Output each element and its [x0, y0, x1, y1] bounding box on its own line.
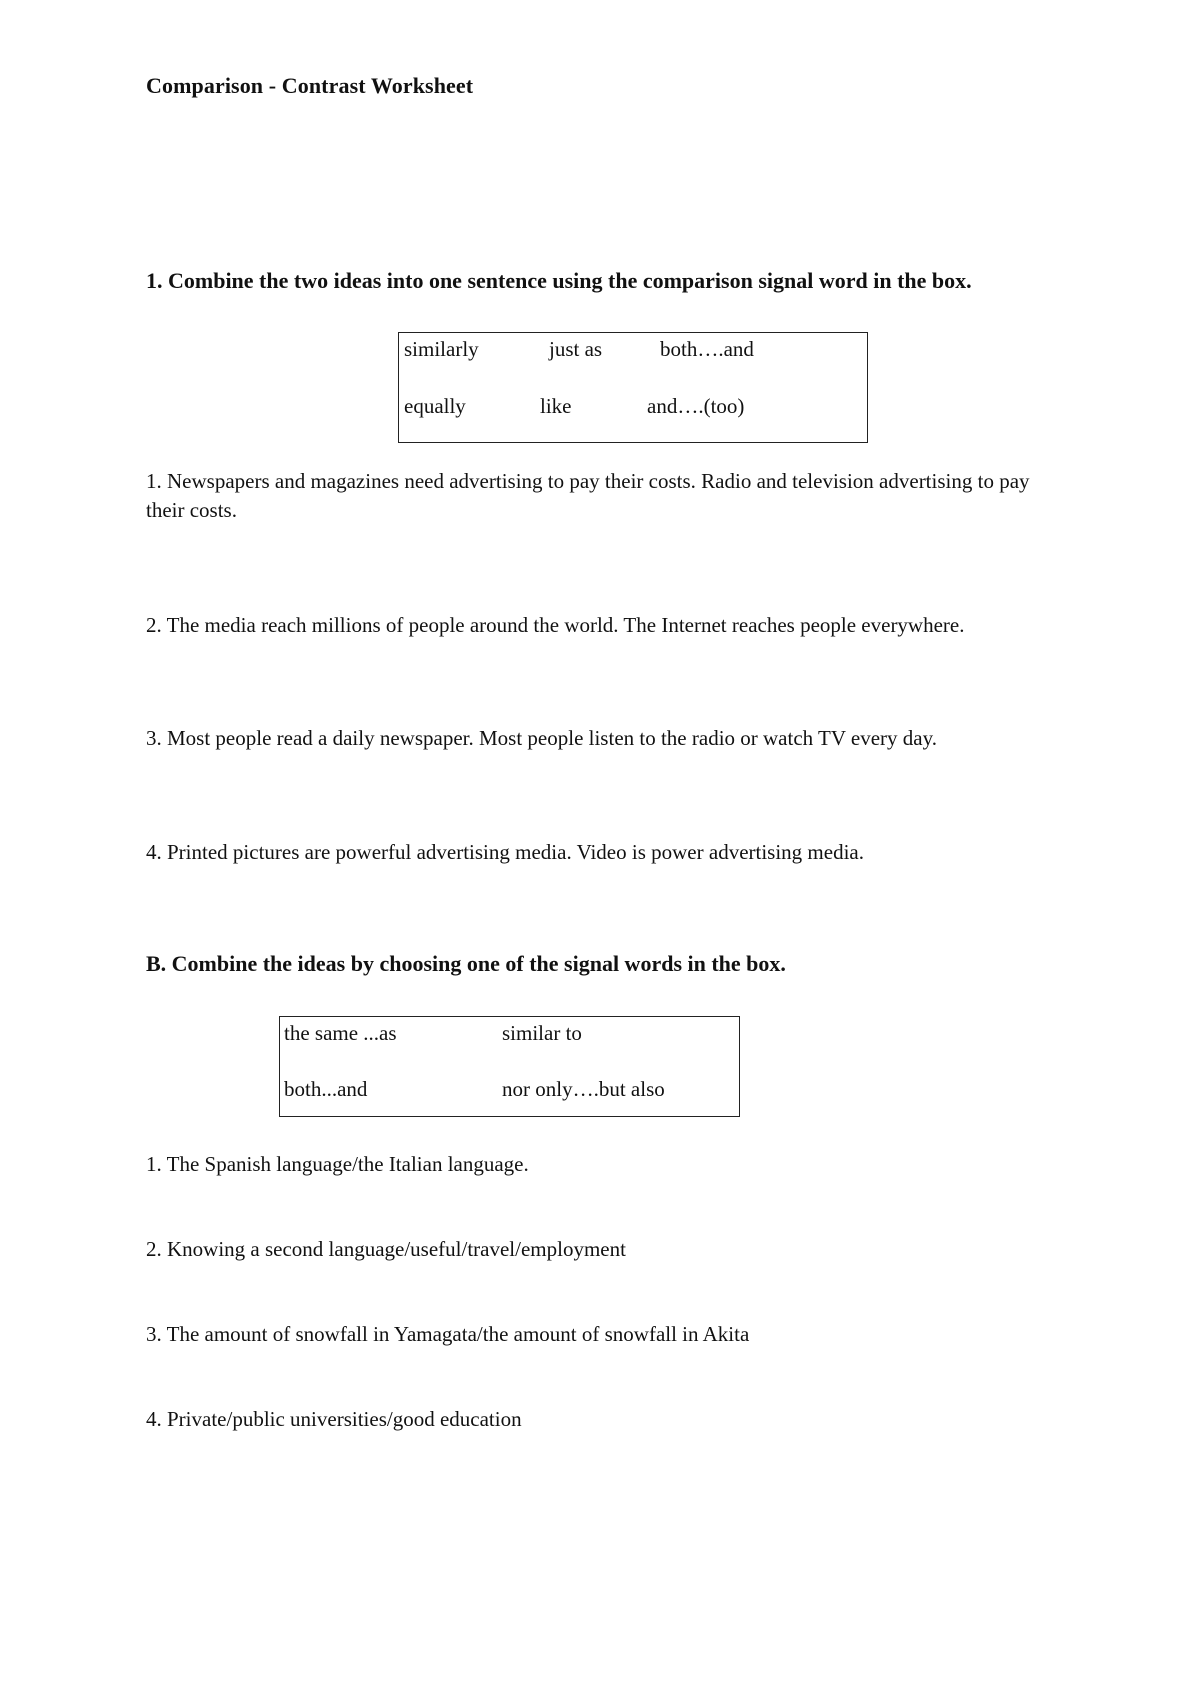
exercise-item: 1. Newspapers and magazines need advertising to pay their costs. Radio and television advertising to pay their costs.: [146, 469, 1030, 522]
exercise-item: 3. Most people read a daily newspaper. Most people listen to the radio or watch TV every day.: [146, 726, 937, 750]
box-b-word: both...and: [284, 1077, 368, 1101]
section-a-heading: 1. Combine the two ideas into one sentence using the comparison signal word in the box.: [146, 268, 972, 293]
exercise-item: 1. The Spanish language/the Italian language.: [146, 1152, 529, 1176]
box-a-word: like: [540, 394, 572, 418]
signal-word-box-a: [398, 332, 868, 443]
section-b-heading: B. Combine the ideas by choosing one of the signal words in the box.: [146, 951, 786, 976]
exercise-item: 4. Private/public universities/good education: [146, 1407, 522, 1431]
page-title: Comparison - Contrast Worksheet: [146, 73, 474, 98]
box-a-word: similarly: [404, 337, 479, 361]
box-a-word: just as: [549, 337, 603, 361]
box-b-word: nor only….but also: [502, 1077, 665, 1101]
box-a-word: equally: [404, 394, 466, 418]
signal-word-box-b: [279, 1016, 740, 1117]
box-b-word: similar to: [502, 1021, 582, 1045]
exercise-item: 2. The media reach millions of people around the world. The Internet reaches people everywhere.: [146, 613, 965, 637]
box-a-word: and….(too): [647, 394, 745, 418]
exercise-item: 2. Knowing a second language/useful/travel/employment: [146, 1237, 626, 1261]
exercise-item: 4. Printed pictures are powerful advertising media. Video is power advertising media.: [146, 840, 864, 864]
exercise-item: 3. The amount of snowfall in Yamagata/the amount of snowfall in Akita: [146, 1322, 750, 1346]
box-a-word: both….and: [660, 337, 754, 361]
box-b-word: the same ...as: [284, 1021, 397, 1045]
